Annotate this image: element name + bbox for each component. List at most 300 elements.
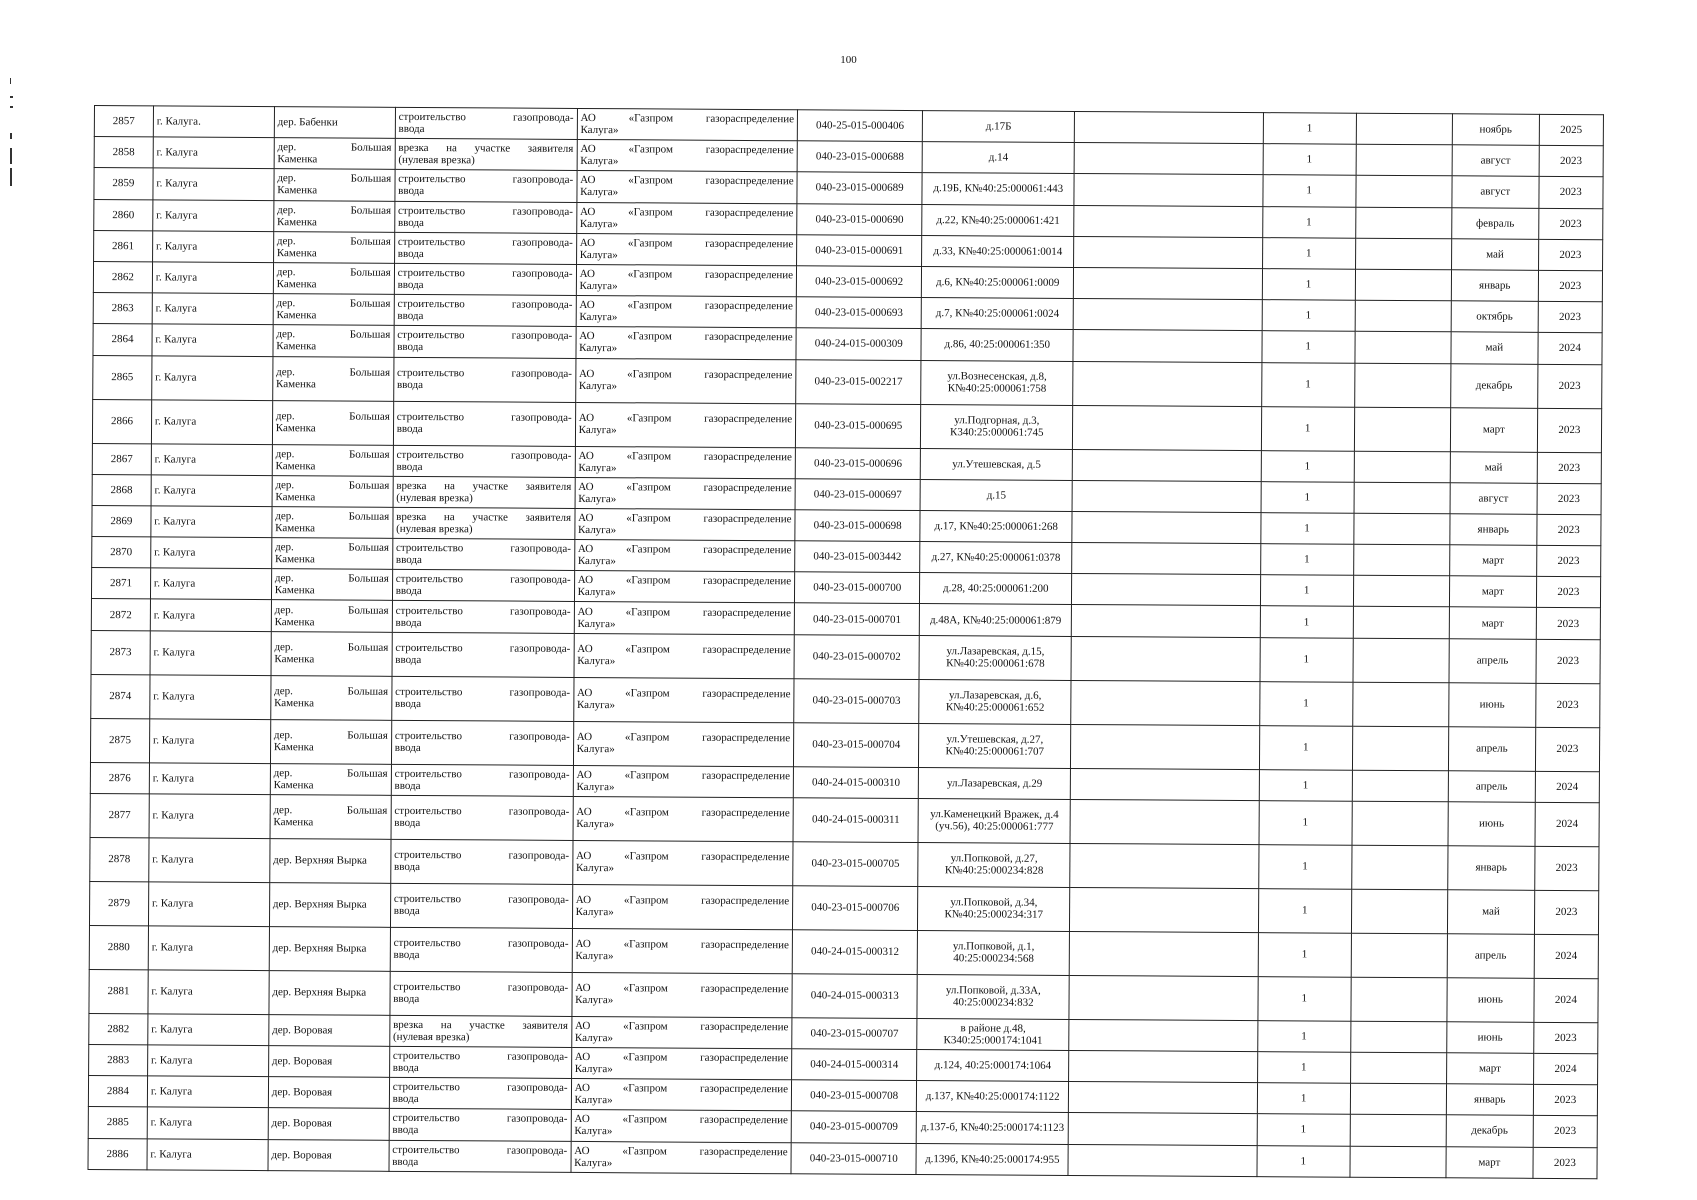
settlement-line: Каменка bbox=[273, 741, 314, 754]
application-code-cell: 040-24-015-000309 bbox=[796, 328, 921, 360]
organization-line: АО «Газпром газораспределение bbox=[576, 850, 790, 864]
quantity-cell: 1 bbox=[1259, 769, 1352, 801]
application-code-cell: 040-23-015-000702 bbox=[794, 634, 919, 679]
organization-cell bbox=[575, 477, 796, 510]
organization-line: Калуга» bbox=[576, 699, 616, 712]
work-type-cell bbox=[391, 676, 573, 721]
organization-line: АО «Газпром газораспределение bbox=[578, 511, 792, 526]
address-cell: д.86, 40:25:000061:350 bbox=[921, 329, 1073, 361]
address-cell: д.139б, К№40:25:000174:955 bbox=[916, 1143, 1068, 1175]
application-code-cell: 040-23-015-000707 bbox=[792, 1018, 917, 1050]
work-type-cell bbox=[392, 538, 574, 570]
settlement-cell bbox=[271, 631, 392, 676]
address-cell: д.27, К№40:25:000061:0378 bbox=[920, 542, 1072, 574]
empty-cell bbox=[1354, 451, 1451, 483]
settlement-cell bbox=[270, 763, 391, 795]
application-code-cell: 040-23-015-003442 bbox=[795, 541, 920, 573]
month-cell: июнь bbox=[1449, 682, 1536, 727]
year-cell: 2023 bbox=[1536, 545, 1601, 577]
month-cell: март bbox=[1449, 576, 1536, 608]
month-cell: март bbox=[1449, 607, 1536, 639]
city-cell: г. Калуга bbox=[152, 324, 273, 356]
row-number-cell: 2878 bbox=[90, 837, 149, 881]
settlement-line: Каменка bbox=[274, 553, 315, 566]
month-cell: август bbox=[1452, 145, 1539, 177]
organization-line: Калуга» bbox=[576, 818, 615, 831]
empty-cell bbox=[1071, 724, 1260, 769]
settlement-line: Каменка bbox=[273, 778, 314, 792]
organization-line: АО «Газпром газораспределение bbox=[577, 574, 792, 588]
quantity-cell: 1 bbox=[1260, 575, 1353, 607]
settlement-line: дер. Большая bbox=[277, 203, 392, 217]
address-cell: ул.Лазаревская, д.6, К№40:25:000061:652 bbox=[919, 679, 1071, 724]
organization-line: АО «Газпром газораспределение bbox=[575, 938, 789, 952]
organization-line: Калуга» bbox=[574, 1031, 614, 1045]
organization-line: Калуга» bbox=[577, 586, 616, 599]
year-cell: 2023 bbox=[1535, 727, 1600, 771]
city-cell: г. Калуга bbox=[148, 970, 269, 1015]
empty-cell bbox=[1072, 543, 1261, 575]
settlement-line: дер. Большая bbox=[276, 234, 391, 248]
work-type-line: ввода bbox=[397, 310, 424, 323]
organization-cell bbox=[577, 171, 798, 204]
settlement-line: Каменка bbox=[277, 184, 318, 197]
row-number-cell: 2884 bbox=[88, 1076, 147, 1108]
empty-cell bbox=[1353, 544, 1450, 576]
organization-line: АО «Газпром газораспределение bbox=[575, 982, 789, 996]
work-type-cell bbox=[393, 401, 575, 446]
address-cell: ул.Вознесенская, д.8, К№40:25:000061:758 bbox=[921, 360, 1073, 405]
organization-line: АО «Газпром газораспределение bbox=[579, 268, 794, 282]
organization-line: АО «Газпром газораспределение bbox=[576, 731, 791, 745]
quantity-cell: 1 bbox=[1257, 1020, 1350, 1052]
organization-line: Калуга» bbox=[579, 280, 618, 293]
settlement-line: дер. Большая bbox=[274, 572, 389, 586]
organization-line: Калуга» bbox=[574, 1063, 613, 1076]
city-cell: г. Калуга bbox=[147, 1107, 268, 1139]
empty-cell bbox=[1070, 843, 1259, 888]
row-number-cell: 2866 bbox=[92, 399, 151, 443]
settlement-line: Каменка bbox=[277, 153, 318, 166]
row-number-cell: 2880 bbox=[89, 925, 148, 969]
empty-cell bbox=[1353, 607, 1450, 639]
work-type-line: ввода bbox=[394, 779, 421, 792]
organization-line: Калуга» bbox=[579, 248, 618, 262]
empty-cell bbox=[1351, 845, 1448, 890]
settlement-line: дер. Большая bbox=[275, 541, 390, 554]
settlement-cell bbox=[271, 569, 392, 601]
work-type-line: (нулевая врезка) bbox=[398, 154, 475, 167]
empty-cell bbox=[1350, 1021, 1447, 1053]
application-code-cell: 040-23-015-000706 bbox=[793, 886, 918, 931]
work-type-line: ввода bbox=[393, 949, 420, 962]
organization-line: АО «Газпром газораспределение bbox=[576, 806, 790, 820]
work-type-line: строительство газопровода- bbox=[397, 235, 573, 249]
settlement-cell bbox=[272, 356, 393, 401]
application-code-cell: 040-23-015-000709 bbox=[791, 1111, 916, 1143]
month-cell: апрель bbox=[1448, 726, 1535, 771]
work-type-line: строительство газопровода- bbox=[398, 204, 574, 218]
empty-cell bbox=[1068, 1144, 1257, 1176]
address-cell: в районе д.48, К340:25:000174:1041 bbox=[917, 1018, 1069, 1050]
year-cell: 2024 bbox=[1535, 802, 1600, 846]
organization-cell bbox=[574, 571, 795, 604]
organization-cell bbox=[574, 540, 795, 573]
work-type-cell bbox=[394, 326, 576, 358]
year-cell: 2023 bbox=[1533, 1147, 1598, 1179]
empty-cell bbox=[1355, 238, 1452, 270]
work-type-line: строительство газопровода- bbox=[392, 1143, 568, 1157]
application-code-cell: 040-23-015-000693 bbox=[796, 297, 921, 329]
work-type-line: ввода bbox=[395, 697, 422, 711]
work-type-cell bbox=[389, 1015, 571, 1047]
organization-cell bbox=[572, 928, 793, 973]
organization-line: АО «Газпром газораспределение bbox=[578, 449, 792, 463]
row-number-cell: 2865 bbox=[93, 355, 152, 399]
quantity-cell: 1 bbox=[1262, 206, 1355, 238]
work-type-line: строительство газопровода- bbox=[396, 410, 572, 424]
work-type-line: строительство газопровода- bbox=[394, 767, 570, 781]
month-cell: август bbox=[1450, 482, 1537, 514]
year-cell: 2023 bbox=[1536, 577, 1601, 609]
empty-cell bbox=[1070, 887, 1259, 932]
quantity-cell: 1 bbox=[1260, 544, 1353, 576]
quantity-cell: 1 bbox=[1257, 1052, 1350, 1084]
application-code-cell: 040-23-015-002217 bbox=[796, 359, 921, 404]
organization-line: Калуга» bbox=[574, 1125, 613, 1138]
city-cell: г. Калуга bbox=[148, 926, 269, 971]
work-type-line: ввода bbox=[395, 616, 422, 629]
row-number-cell: 2876 bbox=[90, 762, 149, 794]
settlement-cell bbox=[273, 231, 394, 263]
month-cell: декабрь bbox=[1446, 1115, 1533, 1147]
organization-line: Калуга» bbox=[576, 743, 615, 756]
city-cell: г. Калуга. bbox=[153, 106, 274, 138]
settlement-cell bbox=[270, 794, 391, 839]
address-cell: д.124, 40:25:000174:1064 bbox=[917, 1050, 1069, 1082]
application-code-cell: 040-23-015-000705 bbox=[793, 842, 918, 887]
month-cell: апрель bbox=[1448, 770, 1535, 802]
settlement-line: дер. Большая bbox=[275, 447, 390, 461]
empty-cell bbox=[1072, 511, 1261, 543]
work-type-line: ввода bbox=[397, 216, 425, 229]
row-number-cell: 2874 bbox=[91, 674, 150, 718]
organization-cell bbox=[573, 765, 794, 798]
application-code-cell: 040-23-015-000688 bbox=[797, 141, 922, 173]
work-type-cell bbox=[394, 263, 576, 295]
organization-cell bbox=[574, 508, 795, 541]
city-cell: г. Калуга bbox=[152, 355, 273, 400]
organization-line: АО «Газпром газораспределение bbox=[577, 605, 792, 619]
year-cell: 2023 bbox=[1537, 483, 1602, 515]
empty-cell bbox=[1356, 113, 1453, 145]
year-cell: 2023 bbox=[1538, 301, 1603, 333]
organization-line: АО «Газпром газораспределение bbox=[580, 174, 794, 188]
row-number-cell: 2857 bbox=[94, 106, 153, 138]
work-type-line: строительство газопровода- bbox=[393, 981, 569, 995]
work-type-line: строительство газопровода- bbox=[394, 849, 570, 863]
row-number-cell: 2858 bbox=[94, 137, 153, 169]
address-cell: ул.Попковой, д.27, К№40:25:000234:828 bbox=[918, 842, 1070, 887]
organization-line: АО «Газпром газораспределение bbox=[574, 1113, 788, 1127]
city-cell: г. Калуга bbox=[150, 674, 271, 719]
work-type-cell bbox=[394, 232, 576, 264]
empty-cell bbox=[1075, 111, 1264, 143]
quantity-cell: 1 bbox=[1258, 888, 1351, 933]
quantity-cell: 1 bbox=[1263, 113, 1356, 145]
work-type-line: строительство газопровода- bbox=[394, 805, 570, 819]
organization-cell bbox=[571, 1079, 792, 1112]
work-type-line: (нулевая врезка) bbox=[396, 522, 473, 536]
application-code-cell: 040-23-015-000708 bbox=[791, 1080, 916, 1112]
quantity-cell: 1 bbox=[1261, 406, 1354, 451]
organization-cell bbox=[575, 358, 796, 403]
organization-cell bbox=[572, 884, 793, 929]
organization-line: Калуга» bbox=[575, 906, 614, 919]
register-table bbox=[87, 105, 1603, 1179]
work-type-cell bbox=[393, 357, 575, 402]
month-cell: май bbox=[1450, 451, 1537, 483]
work-type-cell bbox=[394, 294, 576, 326]
row-number-cell: 2860 bbox=[94, 199, 153, 231]
year-cell: 2023 bbox=[1538, 208, 1603, 240]
empty-cell bbox=[1354, 363, 1451, 408]
month-cell: июнь bbox=[1447, 978, 1534, 1023]
organization-line: Калуга» bbox=[578, 523, 617, 537]
month-cell: март bbox=[1450, 545, 1537, 577]
row-number-cell: 2867 bbox=[92, 443, 151, 475]
year-cell: 2023 bbox=[1537, 408, 1602, 452]
settlement-cell bbox=[271, 538, 392, 570]
empty-cell bbox=[1072, 449, 1261, 481]
organization-line: Калуга» bbox=[577, 617, 616, 630]
work-type-cell bbox=[394, 201, 576, 233]
address-cell: ул.Подгорная, д.3, К340:25:000061:745 bbox=[921, 404, 1073, 449]
settlement-line: Каменка bbox=[277, 215, 317, 229]
organization-line: АО «Газпром газораспределение bbox=[580, 143, 794, 157]
organization-line: АО «Газпром газораспределение bbox=[574, 1144, 788, 1158]
settlement-cell bbox=[272, 506, 393, 538]
work-type-line: ввода bbox=[392, 1124, 419, 1137]
row-number-cell: 2883 bbox=[89, 1044, 148, 1076]
application-code-cell: 040-23-015-000703 bbox=[794, 678, 919, 723]
month-cell: июнь bbox=[1447, 1022, 1534, 1054]
settlement-line: Каменка bbox=[275, 422, 316, 435]
quantity-cell: 1 bbox=[1257, 1114, 1350, 1146]
work-type-line: (нулевая врезка) bbox=[392, 1030, 470, 1044]
application-code-cell: 040-25-015-000406 bbox=[797, 110, 922, 142]
city-cell: г. Калуга bbox=[147, 1076, 268, 1108]
city-cell: г. Калуга bbox=[151, 399, 272, 444]
city-cell: г. Калуга bbox=[147, 1138, 268, 1170]
application-code-cell: 040-23-015-000690 bbox=[797, 203, 922, 235]
work-type-line: строительство газопровода- bbox=[393, 893, 569, 907]
organization-line: Калуга» bbox=[579, 311, 618, 324]
organization-line: Калуга» bbox=[579, 342, 618, 355]
work-type-line: строительство газопровода- bbox=[395, 573, 571, 587]
city-cell: г. Калуга bbox=[149, 718, 270, 763]
work-type-line: строительство газопровода- bbox=[392, 1081, 568, 1095]
settlement-line: Каменка bbox=[274, 697, 315, 710]
settlement-cell: дер. Воровая bbox=[268, 1077, 389, 1109]
city-cell: г. Калуга bbox=[153, 168, 274, 200]
work-type-cell bbox=[393, 476, 575, 508]
work-type-cell bbox=[390, 971, 572, 1016]
work-type-line: ввода bbox=[394, 817, 421, 830]
empty-cell bbox=[1071, 768, 1260, 800]
empty-cell bbox=[1351, 977, 1448, 1022]
organization-line: АО «Газпром газораспределение bbox=[579, 330, 793, 344]
organization-cell bbox=[571, 1047, 792, 1080]
application-code-cell: 040-24-015-000310 bbox=[793, 766, 918, 798]
empty-cell bbox=[1072, 480, 1261, 512]
organization-line: Калуга» bbox=[578, 492, 617, 505]
month-cell: февраль bbox=[1452, 207, 1539, 239]
empty-cell bbox=[1069, 975, 1258, 1020]
application-code-cell: 040-23-015-000700 bbox=[795, 572, 920, 604]
work-type-line: строительство газопровода- bbox=[393, 937, 569, 951]
work-type-line: ввода bbox=[393, 905, 420, 918]
work-type-line: строительство газопровода- bbox=[395, 542, 571, 556]
address-cell: д.17, К№40:25:000061:268 bbox=[920, 510, 1072, 542]
work-type-cell bbox=[392, 601, 574, 633]
organization-line: АО «Газпром газораспределение bbox=[579, 205, 794, 219]
work-type-line: ввода bbox=[395, 585, 422, 598]
year-cell: 2024 bbox=[1534, 978, 1599, 1022]
organization-line: Калуга» bbox=[574, 1156, 613, 1169]
application-code-cell: 040-23-015-000710 bbox=[791, 1142, 916, 1174]
organization-cell bbox=[574, 633, 795, 678]
organization-cell bbox=[576, 233, 797, 266]
work-type-line: ввода bbox=[397, 278, 424, 292]
address-cell: ул.Попковой, д.1, 40:25:000234:568 bbox=[917, 930, 1069, 975]
settlement-cell bbox=[274, 169, 395, 201]
work-type-line: ввода bbox=[396, 378, 424, 392]
empty-cell bbox=[1068, 1113, 1257, 1145]
year-cell: 2023 bbox=[1539, 146, 1604, 178]
address-cell: д.137, К№40:25:000174:1122 bbox=[917, 1081, 1069, 1113]
settlement-cell bbox=[273, 325, 394, 357]
address-cell: д.19Б, К№40:25:000061:443 bbox=[922, 173, 1074, 205]
quantity-cell: 1 bbox=[1259, 681, 1352, 726]
work-type-line: ввода bbox=[394, 741, 421, 755]
application-code-cell: 040-23-015-000698 bbox=[795, 510, 920, 542]
year-cell: 2023 bbox=[1537, 452, 1602, 484]
work-type-cell bbox=[391, 795, 573, 840]
organization-line: Калуга» bbox=[580, 155, 619, 168]
empty-cell bbox=[1352, 682, 1449, 727]
empty-cell bbox=[1352, 726, 1449, 771]
quantity-cell: 1 bbox=[1262, 331, 1355, 363]
quantity-cell: 1 bbox=[1257, 1083, 1350, 1115]
quantity-cell: 1 bbox=[1260, 637, 1353, 682]
work-type-line: строительство газопровода- bbox=[392, 1112, 568, 1126]
empty-cell bbox=[1350, 1052, 1447, 1084]
application-code-cell: 040-23-015-000695 bbox=[796, 403, 921, 448]
row-number-cell: 2875 bbox=[90, 718, 149, 762]
city-cell: г. Калуга bbox=[149, 762, 270, 794]
quantity-cell: 1 bbox=[1263, 144, 1356, 176]
row-number-cell: 2879 bbox=[89, 881, 148, 925]
city-cell: г. Калуга bbox=[153, 199, 274, 231]
quantity-cell: 1 bbox=[1258, 844, 1351, 889]
organization-line: АО «Газпром газораспределение bbox=[575, 894, 790, 908]
settlement-line: Каменка bbox=[276, 278, 317, 291]
organization-line: АО «Газпром газораспределение bbox=[576, 768, 791, 782]
organization-cell bbox=[574, 602, 795, 635]
empty-cell bbox=[1073, 405, 1262, 450]
work-type-cell bbox=[390, 927, 572, 972]
city-cell: г. Калуга bbox=[151, 443, 272, 475]
quantity-cell: 1 bbox=[1258, 976, 1351, 1021]
month-cell: март bbox=[1446, 1146, 1533, 1178]
empty-cell bbox=[1069, 1019, 1258, 1051]
organization-cell bbox=[577, 108, 798, 141]
work-type-line: ввода bbox=[394, 861, 421, 874]
city-cell: г. Калуга bbox=[152, 293, 273, 325]
application-code-cell: 040-23-015-000689 bbox=[797, 172, 922, 204]
year-cell: 2023 bbox=[1536, 608, 1601, 640]
city-cell: г. Калуга bbox=[153, 137, 274, 169]
row-number-cell: 2886 bbox=[88, 1138, 147, 1170]
application-code-cell: 040-23-015-000697 bbox=[795, 478, 920, 510]
address-cell: д.33, К№40:25:000061:0014 bbox=[922, 235, 1074, 267]
work-type-line: строительство газопровода- bbox=[397, 266, 573, 280]
city-cell: г. Калуга bbox=[152, 231, 273, 263]
settlement-cell: дер. Верхняя Вырка bbox=[270, 838, 391, 883]
settlement-line: Каменка bbox=[276, 309, 317, 322]
organization-line: АО «Газпром газораспределение bbox=[577, 543, 792, 557]
settlement-line: дер. Большая bbox=[275, 410, 390, 423]
organization-cell bbox=[575, 402, 796, 447]
city-cell: г. Калуга bbox=[151, 475, 272, 507]
scan-margin-marks bbox=[10, 78, 16, 208]
settlement-cell: дер. Верхняя Вырка bbox=[269, 970, 390, 1015]
empty-cell bbox=[1069, 931, 1258, 976]
month-cell: май bbox=[1452, 239, 1539, 271]
settlement-cell bbox=[271, 600, 392, 632]
year-cell: 2023 bbox=[1535, 683, 1600, 727]
row-number-cell: 2870 bbox=[92, 537, 151, 569]
work-type-line: ввода bbox=[398, 122, 425, 136]
settlement-line: дер. Большая bbox=[275, 478, 390, 492]
work-type-line: строительство газопровода- bbox=[392, 1049, 568, 1064]
empty-cell bbox=[1352, 770, 1449, 802]
work-type-line: строительство газопровода- bbox=[397, 329, 573, 343]
address-cell: ул.Попковой, д.33А, 40:25:000234:832 bbox=[917, 974, 1069, 1019]
settlement-cell bbox=[272, 400, 393, 445]
organization-cell bbox=[571, 1110, 792, 1143]
settlement-line: дер. Большая bbox=[276, 328, 391, 342]
settlement-line: дер. Большая bbox=[273, 729, 388, 742]
row-number-cell: 2882 bbox=[89, 1013, 148, 1045]
organization-line: Калуга» bbox=[575, 862, 615, 875]
application-code-cell: 040-24-015-000314 bbox=[792, 1049, 917, 1081]
empty-cell bbox=[1072, 605, 1261, 637]
work-type-cell bbox=[391, 764, 573, 796]
work-type-cell bbox=[390, 839, 572, 884]
month-cell: январь bbox=[1450, 514, 1537, 546]
settlement-line: Каменка bbox=[275, 522, 316, 535]
settlement-line: дер. Большая bbox=[275, 510, 390, 523]
table-body bbox=[88, 106, 1603, 1179]
empty-cell bbox=[1351, 933, 1448, 978]
quantity-cell: 1 bbox=[1262, 269, 1355, 301]
application-code-cell: 040-23-015-000704 bbox=[794, 722, 919, 767]
organization-line: Калуга» bbox=[578, 379, 618, 393]
month-cell: январь bbox=[1448, 846, 1535, 891]
settlement-cell: дер. Воровая bbox=[268, 1046, 389, 1078]
